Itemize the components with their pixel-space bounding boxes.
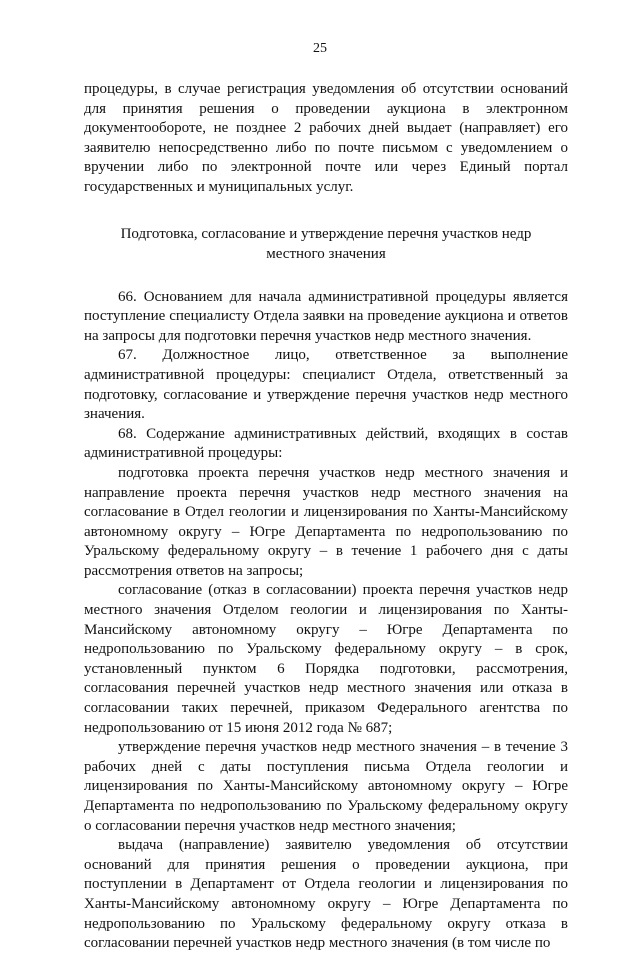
paragraph-67: 67. Должностное лицо, ответственное за выполнение административной процедуры: специалист Отдела, ответственный за подготовку, согласование и утверждение перечня участков недр местного значения. bbox=[84, 347, 568, 423]
section-heading: Подготовка, согласование и утверждение перечня участков недр местного значения bbox=[120, 225, 532, 262]
paragraph-68: 68. Содержание административных действий, входящих в состав административной процедуры: bbox=[84, 425, 568, 462]
document-body bbox=[84, 80, 568, 954]
paragraph-66: 66. Основанием для начала административной процедуры является поступление специалисту Отдела заявки на проведение аукциона и ответов на запросы для подготовки перечня участков недр местного значения. bbox=[84, 288, 568, 344]
list-item-confirmation: утверждение перечня участков недр местного значения – в течение 3 рабочих дней с даты поступления письма Отдела геологии и лицензирования по Ханты-Мансийскому автономному округу – Югре Департамента по недропользованию по Уральскому федеральному округу о согласовании перечня участков недр местного значения; bbox=[84, 739, 568, 834]
list-item-notification: выдача (направление) заявителю уведомления об отсутствии оснований для принятия решения о проведении аукциона, при поступлении в Департамент от Отдела геологии и лицензирования по Ханты-Мансийскому автономному округу – Югре Департамента по недропользованию по Уральскому федеральному округу отказа в согласовании перечней участков недр местного значения (в том числе по bbox=[84, 837, 568, 952]
paragraph-continuation: процедуры, в случае регистрация уведомления об отсутствии оснований для принятия решения о проведении аукциона в электронном документообороте, не позднее 2 рабочих дней выдает (направляет) его заявителю непосредственно либо по почте письмом с уведомлением о вручении либо по электронной почте или через Единый портал государственных и муниципальных услуг. bbox=[84, 81, 568, 195]
list-item-approval: согласование (отказ в согласовании) проекта перечня участков недр местного значения Отделом геологии и лицензирования по Ханты-Мансийскому автономному округу – Югре Департамента по недропользованию по Уральскому федеральному округу – в срок, установленный пунктом 6 Порядка подготовки, рассмотрения, согласования перечней участков недр местного значения или отказа в согласовании таких перечней, приказом Федерального агентства по недропользованию от 15 июня 2012 года № 687; bbox=[84, 582, 568, 736]
list-item-preparation: подготовка проекта перечня участков недр местного значения и направление проекта перечня участков недр местного значения на согласование в Отдел геологии и лицензирования по Ханты-Мансийскому автономному округу – Югре Департамента по недропользованию по Уральскому федеральному округу – в течение 1 рабочего дня с даты рассмотрения ответов на запросы; bbox=[84, 464, 568, 579]
page-number: 25 bbox=[313, 41, 327, 56]
